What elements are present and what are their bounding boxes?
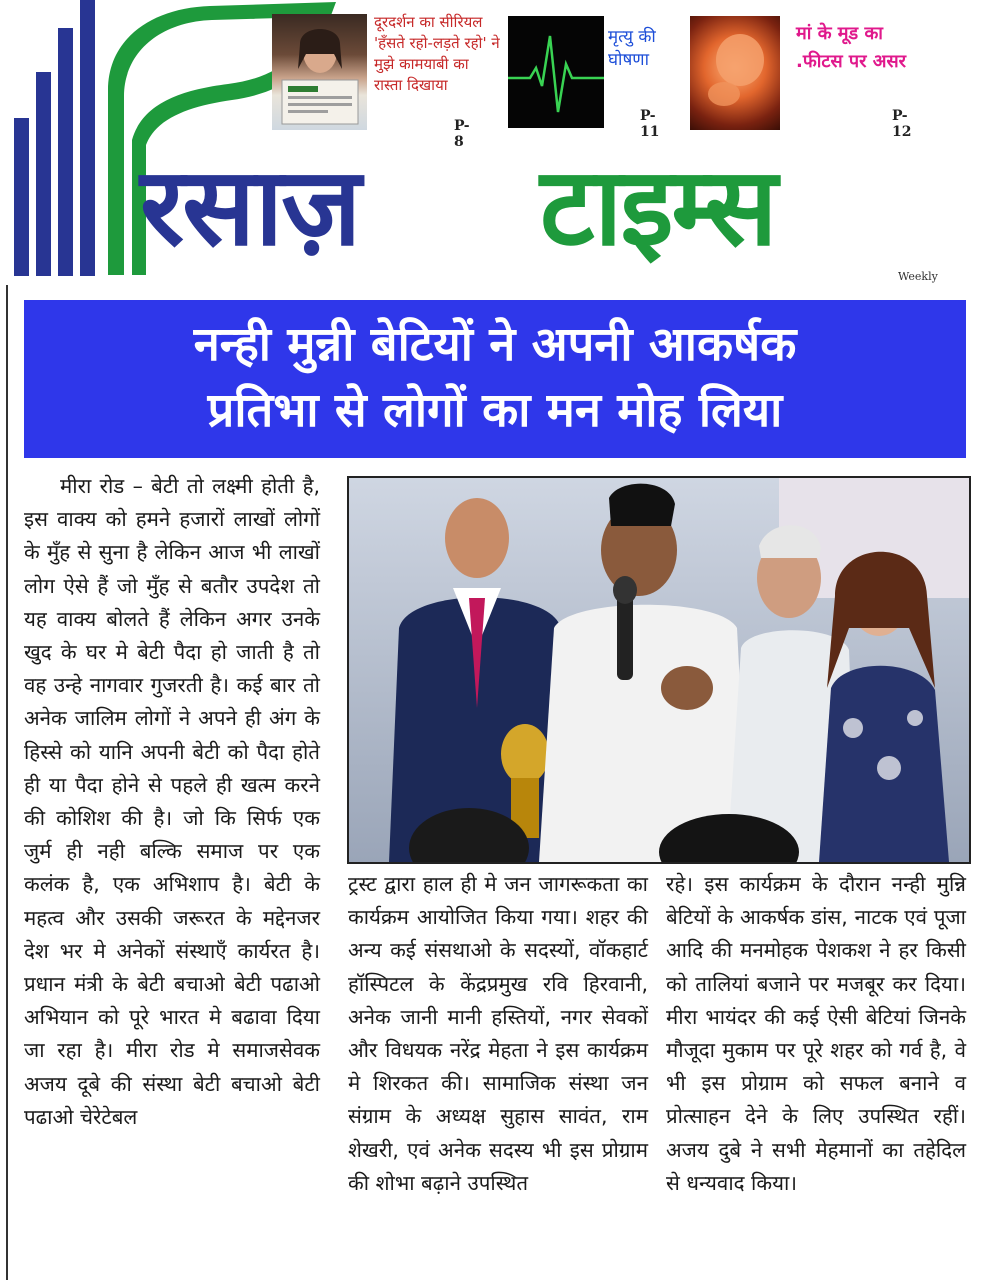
- teaser-1-page: P-8: [454, 118, 470, 150]
- logo-bar-3: [58, 28, 73, 276]
- masthead-edition: Weekly: [898, 270, 938, 283]
- page-rule: [6, 285, 8, 1280]
- article-column-2: [348, 868, 648, 1200]
- teaser-2-text: मृत्यु की घोषणा: [608, 27, 656, 70]
- logo-bar-1: [14, 118, 29, 276]
- event-photo: [347, 476, 971, 864]
- teaser-3-text: मां के मूड का .फीटस पर असर: [796, 23, 907, 72]
- headline: [24, 312, 966, 444]
- teaser-3-page: P-12: [892, 108, 912, 140]
- article-column-2-text: ट्रस्ट द्वारा हाल ही मे जन जागरूकता का कार्यक्रम आयोजित किया गया। शहर की अन्य कई संसथाओ के सदस्यों, वॉकहार्ट हॉस्पिटल के केंद्रप्रमुख रवि हिरवानी, अनेक जानी मानी हस्तियों, नगर सेवकों और विधयक नरेंद्र मेहता ने इस कार्यक्रम मे शिरकत की। सामाजिक संस्था जन संग्राम के अध्यक्ष सुहास सावंत, राम शेखरी, एवं अनेक सदस्य भी इस प्रोग्राम की शोभा बढ़ाने उपस्थित: [348, 872, 648, 1195]
- fetus-photo: [690, 16, 780, 130]
- ecg-heartbeat-icon: [508, 16, 604, 128]
- article-column-3-text: रहे। इस कार्यक्रम के दौरान नन्ही मुन्नि बेटियों के आकर्षक डांस, नाटक एवं पूजा आदि की मनमोहक पेशकश ने हर किसी को तालियां बजाने पर मजबूर कर दिया। मीरा भायंदर की कई ऐसी बेटियां जिनके मौजूदा मुकाम पर पूरे शहर को गर्व है, वे भी इस प्रोग्राम को सफल बनाने व प्रोत्साहन देने के लिए उपस्थित रहीं। अजय दुबे ने सभी मेहमानों का तहेदिल से धन्यवाद किया।: [666, 872, 966, 1195]
- logo-bar-4: [80, 0, 95, 276]
- teaser-1-photo: [272, 14, 367, 130]
- logo-bar-2: [36, 72, 51, 276]
- masthead-title-part2: टाइम्स: [540, 145, 776, 270]
- masthead-title-part1: रसाज़: [140, 145, 360, 270]
- article-column-1-text: मीरा रोड – बेटी तो लक्ष्मी होती है, इस वाक्य को हमने हजारों लाखों लोगों के मुँह से सुना है लेकिन आज भी लाखों लोग ऐसे हैं जो मुँह से बतौर उपदेश तो यह वाक्य बोलते हैं लेकिन अगर उनके खुद के घर मे बेटी पैदा हो जाती है तो वह उन्हे नागवार गुजरती है। कई बार तो अनेक जालिम लोगों ने अपने ही अंग के हिस्से को यानि अपनी बेटी को पैदा होते ही या पैदा होने से पहले ही खत्म करने की कोशिश की है। जो कि सिर्फ एक जुर्म ही नही बल्कि समाज पर एक कलंक है, एक अभिशाप है। बेटी के महत्व और उसकी जरूरत के मद्देनजर देश भर मे अनेकों संस्थाएँ कार्यरत है। प्रधान मंत्री के बेटी बचाओ बेटी पढाओ अभियान को पूरे भारत मे बढावा दिया जा रहा है। मीरा रोड मे समाजसेवक अजय दूबे की संस्था बेटी बचाओ बेटी पढाओ चेरेटेबल: [24, 474, 320, 1129]
- teaser-1-text: दूरदर्शन का सीरियल 'हँसते रहो-लड़ते रहो' ने मुझे कामयाबी का रास्ता दिखाया: [374, 13, 500, 94]
- teaser-2-page: P-11: [640, 108, 660, 140]
- article-column-3: [666, 868, 966, 1200]
- headline-line-1: नन्ही मुन्नी बेटियों ने अपनी आकर्षक: [193, 317, 797, 372]
- article-column-1: [24, 470, 320, 1134]
- headline-line-2: प्रतिभा से लोगों का मन मोह लिया: [207, 383, 783, 438]
